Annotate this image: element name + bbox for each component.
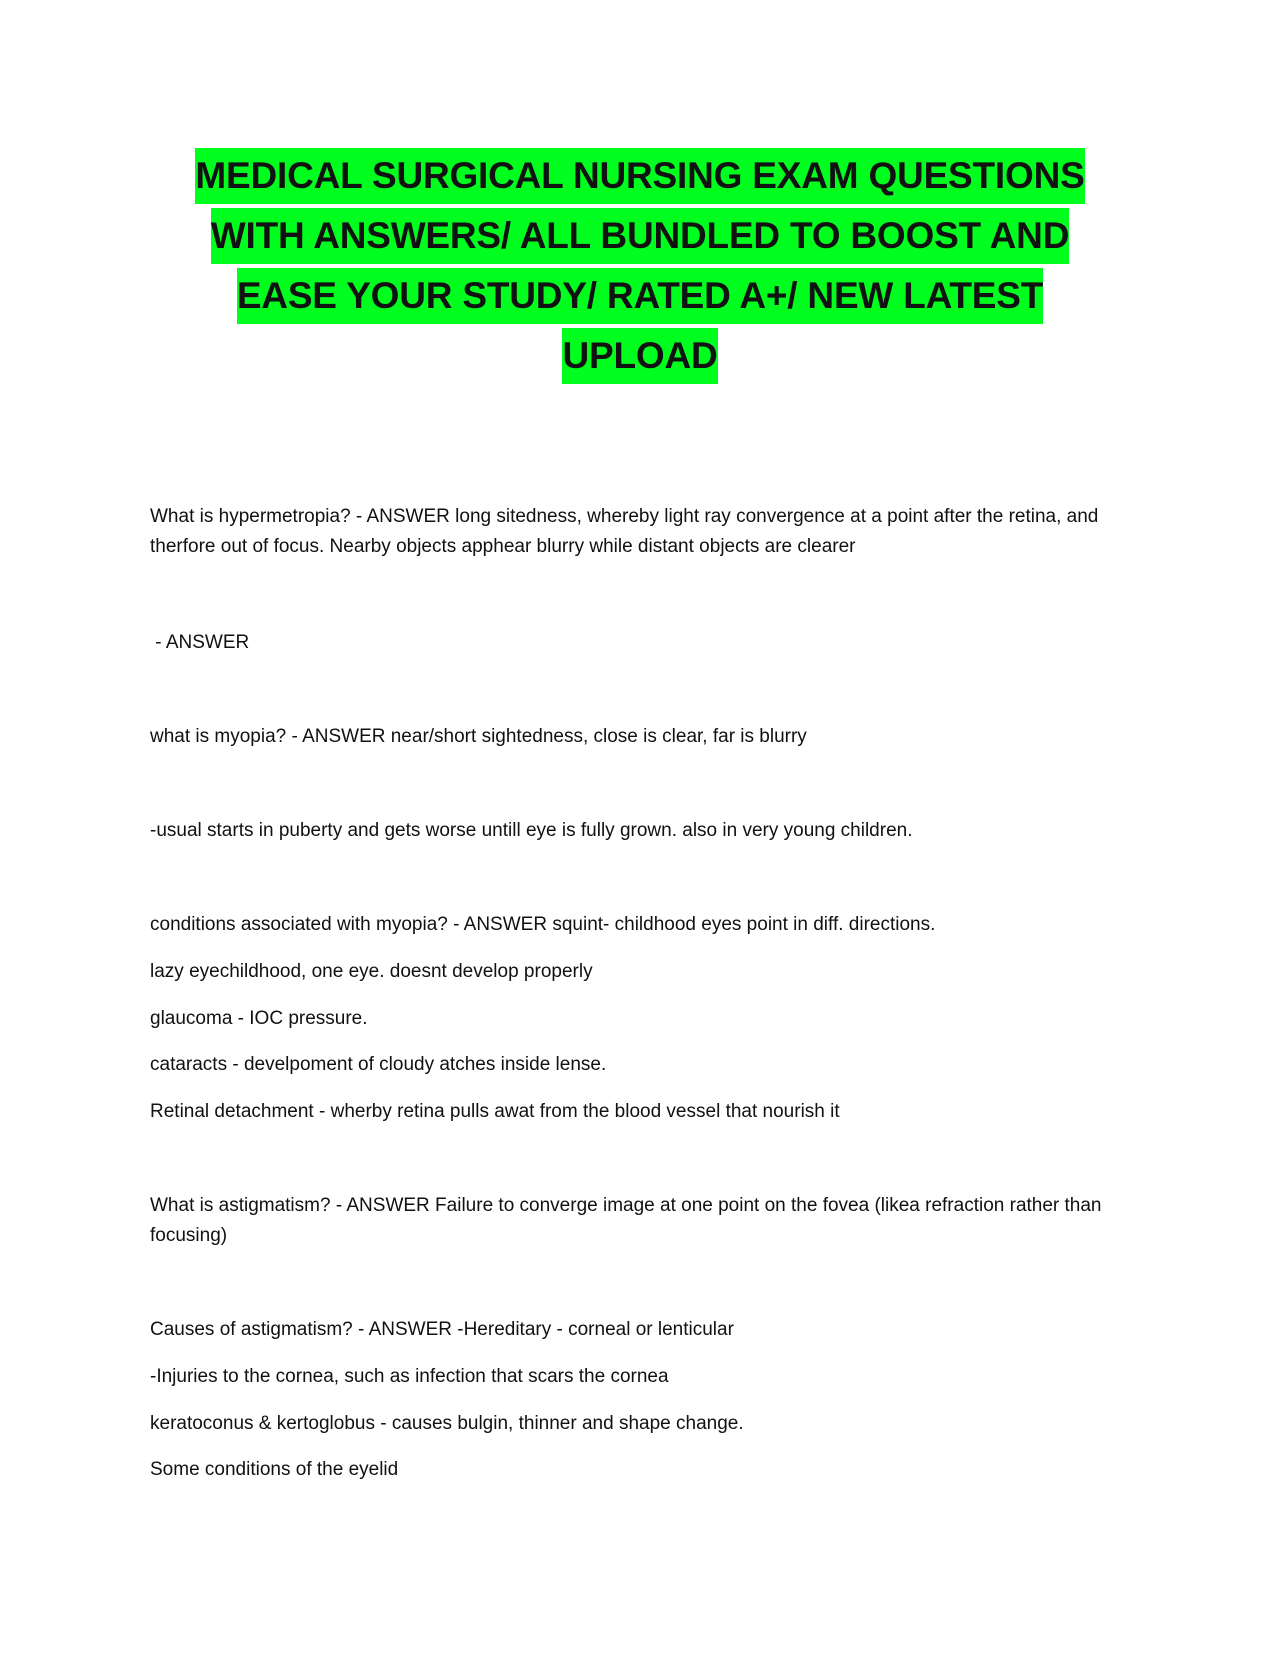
condition-lazy-eye: lazy eyechildhood, one eye. doesnt develop properly — [150, 961, 593, 982]
qa-astigmatism: What is astigmatism? - ANSWER Failure to converge image at one point on the fovea (likea refraction rather than focusing) — [150, 1195, 1107, 1246]
title-line-3: EASE YOUR STUDY/ RATED A+/ NEW LATEST — [237, 268, 1043, 324]
condition-glaucoma: glaucoma - IOC pressure. — [150, 1008, 368, 1029]
cause-keratoconus: keratoconus & kertoglobus - causes bulgin, thinner and shape change. — [150, 1413, 744, 1434]
cause-eyelid-conditions: Some conditions of the eyelid — [150, 1459, 399, 1480]
condition-cataracts: cataracts - develpoment of cloudy atches inside lense. — [150, 1054, 607, 1075]
qa-myopia-conditions: conditions associated with myopia? - ANSWER squint- childhood eyes point in diff. directions. — [150, 914, 936, 935]
title-line-4: UPLOAD — [562, 328, 717, 384]
note-myopia-onset: -usual starts in puberty and gets worse untill eye is fully grown. also in very young children. — [150, 820, 913, 841]
condition-retinal-detachment: Retinal detachment - wherby retina pulls awat from the blood vessel that nourish it — [150, 1101, 840, 1122]
qa-myopia: what is myopia? - ANSWER near/short sightedness, close is clear, far is blurry — [150, 726, 807, 747]
document-title — [150, 148, 1130, 388]
qa-astigmatism-causes: Causes of astigmatism? - ANSWER -Hereditary - corneal or lenticular — [150, 1319, 734, 1340]
title-line-2: WITH ANSWERS/ ALL BUNDLED TO BOOST AND — [211, 208, 1069, 264]
qa-empty-answer: - ANSWER — [150, 632, 250, 653]
qa-hypermetropia: What is hypermetropia? - ANSWER long sitedness, whereby light ray convergence at a point after the retina, and therfore out of focus. Nearby objects apphear blurry while distant objects are clearer — [150, 506, 1104, 557]
cause-cornea-injuries: -Injuries to the cornea, such as infection that scars the cornea — [150, 1366, 669, 1387]
title-line-1: MEDICAL SURGICAL NURSING EXAM QUESTIONS — [195, 148, 1084, 204]
